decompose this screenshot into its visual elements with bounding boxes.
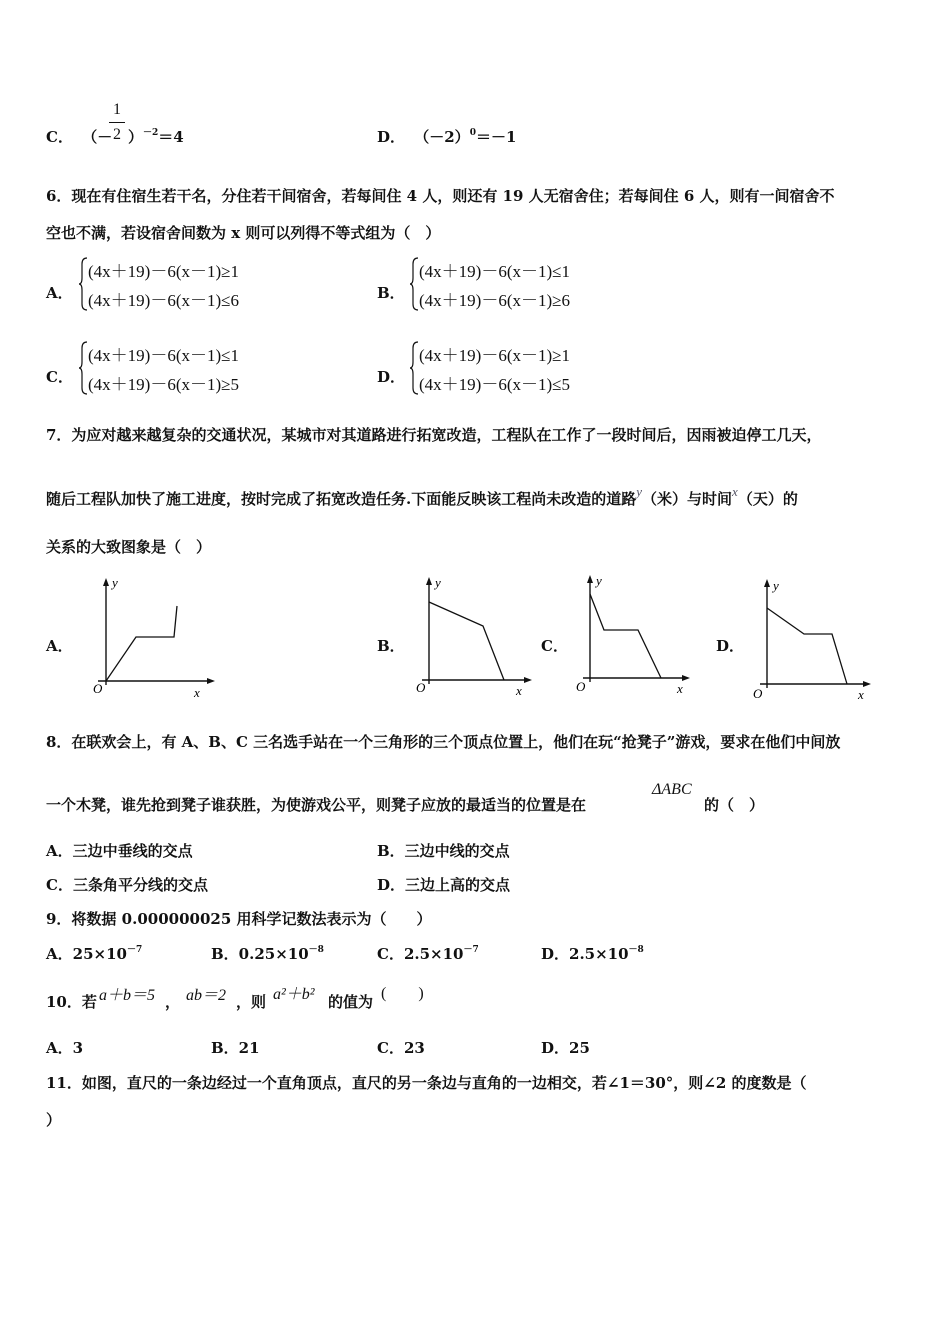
q9-option-c bbox=[377, 944, 479, 967]
q9-d-base: D．2.5×10 bbox=[541, 945, 629, 963]
q7-stem-line2 bbox=[46, 484, 798, 510]
q8-option-d: D．三边上高的交点 bbox=[377, 876, 511, 894]
q10-prefix: 10．若 bbox=[46, 993, 97, 1011]
q7-line2-b: （米）与时间 bbox=[642, 490, 733, 508]
q10-option-d: D．25 bbox=[541, 1039, 590, 1057]
q7-a-axis-x: x bbox=[194, 685, 200, 700]
q10-option-a: A．3 bbox=[46, 1039, 84, 1057]
brace-icon bbox=[409, 256, 419, 312]
q10-option-b: B．21 bbox=[211, 1039, 260, 1057]
q7-graph-c bbox=[573, 572, 698, 700]
q7-graph-b bbox=[412, 574, 537, 702]
q5-c-open: （－ bbox=[82, 128, 113, 146]
q6-option-c-system bbox=[78, 340, 278, 396]
q5-option-d bbox=[377, 127, 516, 150]
q10-paren: ( ) bbox=[381, 985, 424, 1002]
q6-b-row1: (4x＋19)－6(x－1)≤1 bbox=[419, 262, 570, 281]
q10-suffix: 的值为 bbox=[328, 993, 374, 1011]
q9-option-b bbox=[211, 944, 324, 967]
q6-stem-line1: 6．现在有住宿生若干名，分住若干间宿舍，若每间住 4 人，则还有 19 人无宿舍住；若每间住 6 人，则有一间宿舍不 bbox=[46, 187, 835, 205]
q6-option-a-label: A． bbox=[46, 284, 73, 302]
q6-option-b-label: B． bbox=[377, 284, 405, 302]
q6-option-b-system bbox=[409, 256, 609, 312]
q7-stem-line1: 7．为应对越来越复杂的交通状况，某城市对其道路进行拓宽改造，工程队在工作了一段时间后，因雨被迫停工几天， bbox=[46, 426, 822, 444]
q6-c-row2: (4x＋19)－6(x－1)≥5 bbox=[88, 375, 239, 394]
q9-a-base: A．25×10 bbox=[46, 945, 127, 963]
q5-c-rhs: ＝4 bbox=[158, 128, 184, 146]
q10-expr: a²＋b² bbox=[273, 986, 315, 1003]
brace-icon bbox=[409, 340, 419, 396]
q6-d-row2: (4x＋19)－6(x－1)≤5 bbox=[419, 375, 570, 394]
q5-d-exponent: 0 bbox=[469, 128, 476, 138]
q6-option-a-system bbox=[78, 256, 278, 312]
q9-a-exp: －7 bbox=[126, 945, 143, 955]
brace-icon bbox=[78, 340, 88, 396]
q5-c-denominator: 2 bbox=[113, 126, 121, 143]
q9-b-base: B．0.25×10 bbox=[211, 945, 309, 963]
q7-c-origin: O bbox=[576, 679, 586, 694]
q5-c-fraction bbox=[108, 101, 126, 144]
q5-c-numerator: 1 bbox=[113, 101, 121, 118]
q7-b-axis-y: y bbox=[435, 575, 441, 590]
q6-stem-line2: 空也不满，若设宿舍间数为 x 则可以列得不等式组为（ ） bbox=[46, 224, 441, 242]
q8-triangle: ΔABC bbox=[652, 781, 692, 798]
q7-var-x: x bbox=[732, 484, 738, 499]
q7-d-axis-x: x bbox=[858, 687, 864, 702]
q5-d-rhs: ＝－1 bbox=[475, 128, 517, 146]
q6-option-d-label: D． bbox=[377, 368, 406, 386]
q7-d-origin: O bbox=[753, 686, 763, 701]
q9-d-exp: －8 bbox=[628, 945, 644, 955]
q5-c-close: ） bbox=[128, 128, 144, 146]
q7-line2-a: 随后工程队加快了施工进度，按时完成了拓宽改造任务.下面能反映该工程尚未改造的道路 bbox=[46, 490, 637, 508]
q8-stem-line2 bbox=[46, 795, 586, 815]
q7-a-origin: O bbox=[93, 681, 103, 696]
q9-c-base: C．2.5×10 bbox=[377, 945, 464, 963]
q8-option-a: A．三边中垂线的交点 bbox=[46, 842, 193, 860]
q7-option-d-label: D． bbox=[716, 637, 745, 655]
q9-b-exp: －8 bbox=[308, 945, 324, 955]
q5-option-c bbox=[46, 127, 112, 147]
q6-option-d-system bbox=[409, 340, 609, 396]
q5-c-label: C． bbox=[46, 128, 73, 146]
q10-cond2: ab＝2 bbox=[186, 987, 227, 1004]
q8-option-b: B．三边中线的交点 bbox=[377, 842, 510, 860]
q7-c-axis-x: x bbox=[677, 681, 683, 696]
q10-then: ，则 bbox=[236, 993, 267, 1011]
q6-b-row2: (4x＋19)－6(x－1)≥6 bbox=[419, 291, 570, 310]
q10-cond1: a＋b＝5 bbox=[99, 987, 156, 1004]
q9-c-exp: －7 bbox=[463, 945, 479, 955]
q6-d-row1: (4x＋19)－6(x－1)≥1 bbox=[419, 346, 570, 365]
q6-a-row1: (4x＋19)－6(x－1)≥1 bbox=[88, 262, 239, 281]
brace-icon bbox=[78, 256, 88, 312]
q7-option-b-label: B． bbox=[377, 637, 405, 655]
q9-option-a bbox=[46, 944, 142, 967]
q7-option-c-label: C． bbox=[541, 637, 568, 655]
q7-d-axis-y: y bbox=[773, 578, 779, 593]
q7-graph-d bbox=[750, 576, 878, 704]
q9-option-d bbox=[541, 944, 644, 967]
q6-option-c-label: C． bbox=[46, 368, 73, 386]
q7-b-axis-x: x bbox=[516, 683, 522, 698]
q7-option-a-label: A． bbox=[46, 637, 73, 655]
q8-stem-line1: 8．在联欢会上，有 A、B、C 三名选手站在一个三角形的三个顶点位置上，他们在玩“抢凳子”游戏，要求在他们中间放 bbox=[46, 733, 841, 751]
q7-var-y: y bbox=[636, 484, 643, 499]
q7-c-axis-y: y bbox=[596, 573, 602, 588]
q7-line2-c: （天）的 bbox=[737, 490, 798, 508]
q11-stem-line2: ） bbox=[46, 1111, 62, 1129]
q8-option-c: C．三条角平分线的交点 bbox=[46, 876, 208, 894]
q10-comma: ， bbox=[165, 993, 181, 1011]
q6-c-row1: (4x＋19)－6(x－1)≤1 bbox=[88, 346, 239, 365]
q6-a-row2: (4x＋19)－6(x－1)≤6 bbox=[88, 291, 239, 310]
q7-stem-line3: 关系的大致图象是（ ） bbox=[46, 538, 212, 556]
q8-line2-a: 一个木凳，谁先抢到凳子谁获胜，为使游戏公平，则凳子应放的最适当的位置是在 bbox=[46, 796, 587, 814]
q7-a-axis-y: y bbox=[112, 575, 118, 590]
q7-graph-a bbox=[88, 575, 218, 703]
q5-d-expr: （－2） bbox=[414, 128, 470, 146]
q9-stem: 9．将数据 0.000000025 用科学记数法表示为（ ） bbox=[46, 910, 432, 928]
q5-d-label: D． bbox=[377, 128, 406, 146]
q8-line2-b: 的（ ） bbox=[704, 796, 765, 814]
q7-b-origin: O bbox=[416, 680, 426, 695]
q11-stem-line1: 11．如图，直尺的一条边经过一个直角顶点，直尺的另一条边与直角的一边相交，若∠1＝30°，则∠2 的度数是（ bbox=[46, 1074, 807, 1092]
q5-c-tail bbox=[128, 127, 184, 150]
q10-option-c: C．23 bbox=[377, 1039, 425, 1057]
q5-c-exponent: －2 bbox=[143, 128, 159, 138]
